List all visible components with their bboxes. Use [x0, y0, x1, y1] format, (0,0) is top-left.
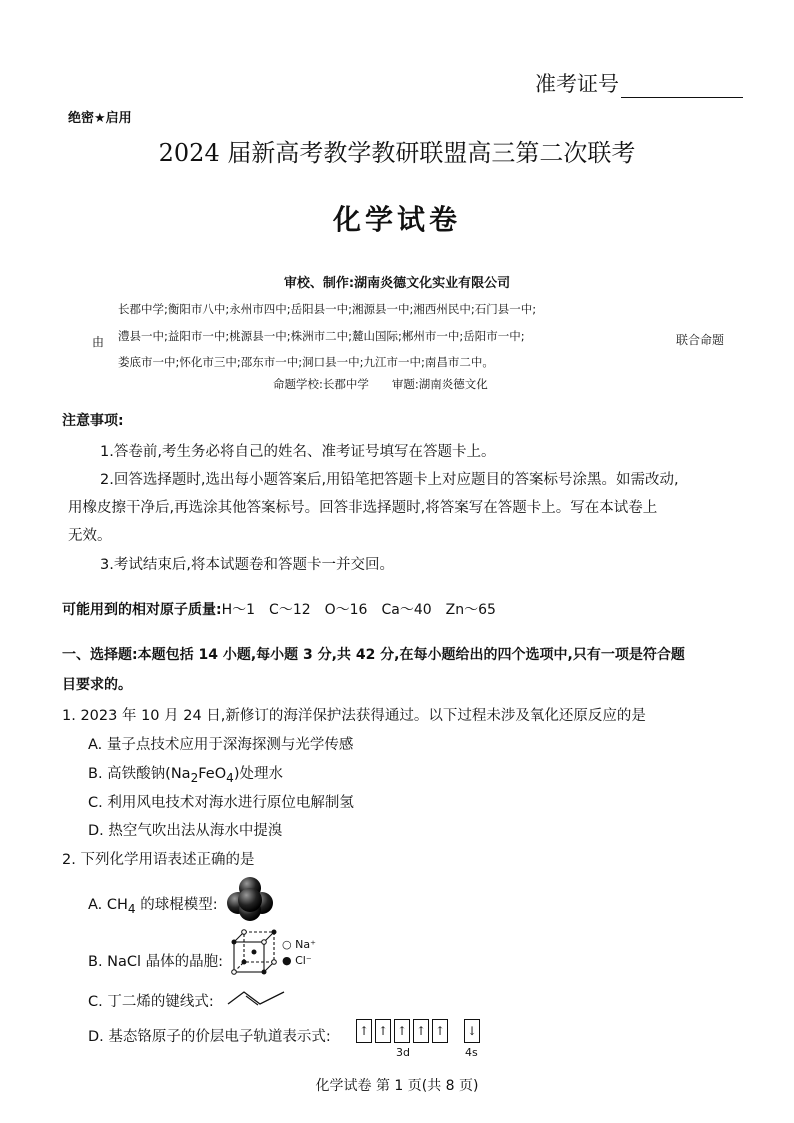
- producer-line: 审校、制作:湖南炎德文化实业有限公司: [283, 276, 511, 291]
- orbital-3d-box-2: [375, 1019, 391, 1043]
- note-3: 3.考试结束后,将本试题卷和答题卡一并交回。: [100, 557, 394, 573]
- q1-b-sub1: 2: [190, 770, 199, 785]
- spin-down-arrow-icon: ↓: [466, 1024, 478, 1038]
- atomic-masses: [62, 599, 496, 619]
- notes-title: 注意事项:: [62, 413, 124, 429]
- atomic-masses-label: 可能用到的相对原子质量:: [62, 602, 222, 618]
- exam-title: 2024 届新高考教学教研联盟高三第二次联考: [158, 139, 636, 167]
- butadiene-line-structure-icon: [226, 986, 290, 1008]
- school-list-line-1: 长郡中学;衡阳市八中;永州市四中;岳阳县一中;湘源县一中;湘西州民中;石门县一中;: [118, 302, 537, 316]
- question-2-option-c: C. 丁二烯的键线式:: [88, 994, 214, 1010]
- candidate-number-blank: [621, 77, 743, 98]
- q2-a-pre: A. CH: [88, 897, 128, 913]
- section-1-heading-line-2: 目要求的。: [62, 677, 132, 693]
- cl-legend-icon: ●: [282, 954, 296, 967]
- orbital-3d-box-3: [394, 1019, 410, 1043]
- nacl-legend-cl: [282, 954, 312, 967]
- school-list-line-2: 澧县一中;益阳市一中;桃源县一中;株洲市二中;麓山国际;郴州市一中;岳阳市一中;: [118, 329, 525, 343]
- q2-a-sub: 4: [127, 901, 136, 916]
- school-list-line-3: 娄底市一中;怀化市三中;邵东市一中;洞口县一中;九江市一中;南昌市二中。: [118, 355, 494, 369]
- note-2-line-1: 2.回答选择题时,选出每小题答案后,用铅笔把答题卡上对应题目的答案标号涂黑。如需改动,: [100, 472, 679, 488]
- school-list-prefix: 由: [92, 335, 105, 349]
- na-legend-label: Na⁺: [295, 938, 316, 951]
- orbital-3d-box-1: [356, 1019, 372, 1043]
- q1-b-mid: FeO: [198, 766, 227, 782]
- question-1-option-c: C. 利用风电技术对海水进行原位电解制氢: [88, 795, 354, 811]
- question-1-option-a: A. 量子点技术应用于深海探测与光学传感: [88, 737, 354, 753]
- question-2-stem: 2. 下列化学用语表述正确的是: [62, 852, 255, 868]
- proposer-line: 命题学校:长郡中学 审题:湖南炎德文化: [273, 377, 488, 391]
- note-1: 1.答卷前,考生务必将自己的姓名、准考证号填写在答题卡上。: [100, 444, 496, 460]
- q1-b-pre: B. 高铁酸钠(Na: [88, 766, 191, 782]
- atomic-masses-values: H～1 C～12 O～16 Ca～40 Zn～65: [221, 602, 496, 618]
- cl-legend-label: Cl⁻: [295, 954, 312, 967]
- page-footer: 化学试卷 第 1 页(共 8 页): [315, 1078, 479, 1094]
- na-legend-icon: ○: [282, 938, 296, 951]
- paper-title: 化学试卷: [332, 203, 461, 236]
- nacl-legend-na: [282, 938, 316, 951]
- candidate-number-label: 准考证号: [535, 72, 619, 96]
- orbital-3d-box-4: [413, 1019, 429, 1043]
- spin-up-arrow-icon: ↑: [415, 1024, 427, 1038]
- note-2-line-2: 用橡皮擦干净后,再选涂其他答案标号。回答非选择题时,将答案写在答题卡上。写在本试卷上: [68, 500, 658, 516]
- candidate-number-field: [535, 68, 743, 98]
- question-2-option-b: B. NaCl 晶体的晶胞:: [88, 954, 224, 970]
- secret-label: 绝密★启用: [68, 111, 132, 126]
- q2-a-post: 的球棍模型:: [135, 897, 218, 913]
- question-2-option-d: D. 基态铬原子的价层电子轨道表示式:: [88, 1029, 331, 1045]
- orbital-4s-box: [464, 1019, 480, 1043]
- orbital-3d-label: 3d: [396, 1046, 410, 1059]
- section-1-heading-line-1: 一、选择题:本题包括 14 小题,每小题 3 分,共 42 分,在每小题给出的四个选项中,只有一项是符合题: [62, 647, 685, 663]
- spin-up-arrow-icon: ↑: [358, 1024, 370, 1038]
- spin-up-arrow-icon: ↑: [377, 1024, 389, 1038]
- school-list-suffix: 联合命题: [676, 333, 725, 347]
- note-2-line-3: 无效。: [68, 528, 112, 544]
- nacl-unit-cell-icon: [230, 928, 280, 978]
- q1-b-sub2: 4: [226, 770, 234, 785]
- question-2-option-a: [88, 893, 218, 916]
- orbital-3d-box-5: [432, 1019, 448, 1043]
- spin-up-arrow-icon: ↑: [434, 1024, 446, 1038]
- question-1-stem: 1. 2023 年 10 月 24 日,新修订的海洋保护法获得通过。以下过程未涉及氧化还原反应的是: [62, 708, 646, 724]
- spin-up-arrow-icon: ↑: [396, 1024, 408, 1038]
- orbital-4s-label: 4s: [465, 1046, 478, 1059]
- q1-b-post: )处理水: [233, 766, 283, 782]
- question-1-option-b: [88, 762, 283, 785]
- question-1-option-d: D. 热空气吹出法从海水中提溴: [88, 823, 283, 839]
- ch4-ball-model-icon: [226, 876, 274, 922]
